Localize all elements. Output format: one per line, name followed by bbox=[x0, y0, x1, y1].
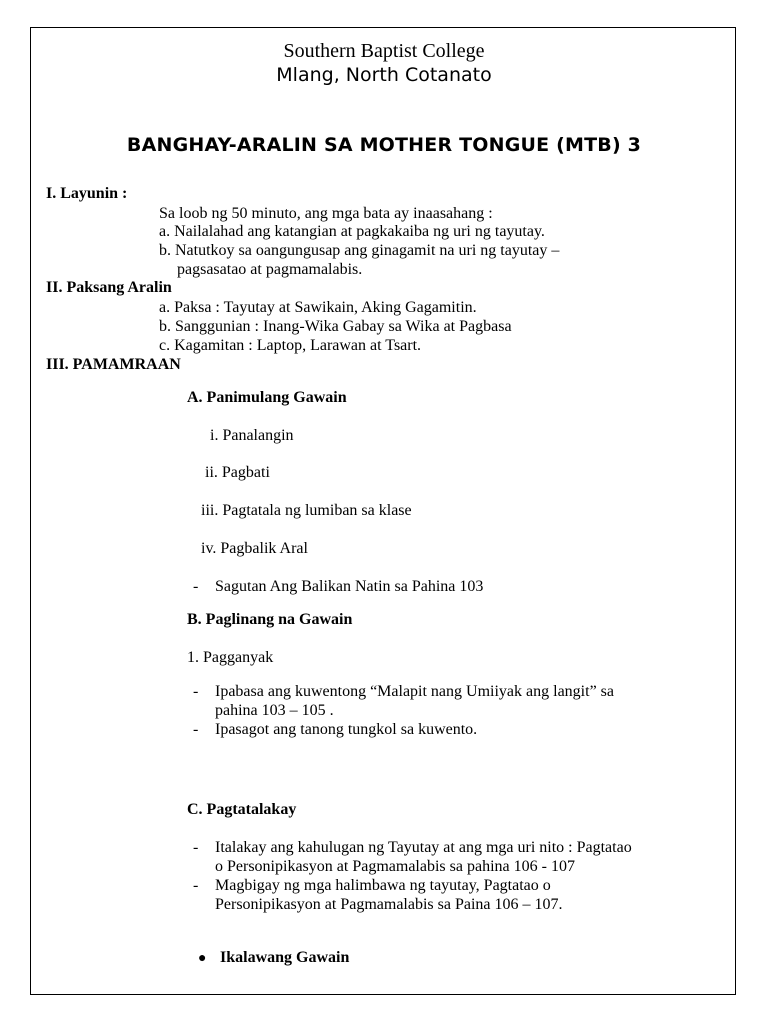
pagtatalakay-task-1: Italakay ang kahulugan ng Tayutay at ang mga uri nito : Pagtatao bbox=[215, 839, 632, 856]
layunin-item-b-continued: pagsasatao at pagmamalabis. bbox=[177, 261, 363, 278]
activity-item-ii: ii. Pagbati bbox=[205, 464, 270, 481]
ikalawang-gawain-heading: Ikalawang Gawain bbox=[220, 949, 350, 966]
paglinang-task-1: Ipabasa ang kuwentong “Malapit nang Umiiyak ang langit” sa bbox=[215, 683, 614, 700]
pagtatalakay-task-1-continued: o Personipikasyon at Pagmamalabis sa pahina 106 - 107 bbox=[215, 858, 575, 875]
section-heading-paksang-aralin: II. Paksang Aralin bbox=[46, 279, 172, 296]
paksa-item-b: b. Sanggunian : Inang-Wika Gabay sa Wika at Pagbasa bbox=[159, 318, 512, 335]
dash-marker: - bbox=[193, 578, 199, 595]
dash-marker: - bbox=[193, 721, 199, 738]
subsection-heading-c: C. Pagtatalakay bbox=[187, 801, 297, 818]
activity-item-iii: iii. Pagtatala ng lumiban sa klase bbox=[201, 502, 412, 519]
paksa-item-c: c. Kagamitan : Laptop, Larawan at Tsart. bbox=[159, 337, 422, 354]
layunin-item-a: a. Nailalahad ang katangian at pagkakaiba ng uri ng tayutay. bbox=[159, 223, 545, 240]
activity-item-iv: iv. Pagbalik Aral bbox=[201, 540, 308, 557]
school-location: Mlang, North Cotanato bbox=[276, 64, 492, 86]
paksa-item-a: a. Paksa : Tayutay at Sawikain, Aking Gagamitin. bbox=[159, 299, 477, 316]
dash-marker: - bbox=[193, 683, 199, 700]
layunin-item-b: b. Natutkoy sa oangungusap ang ginagamit na uri ng tayutay – bbox=[159, 242, 560, 259]
paglinang-task-1-continued: pahina 103 – 105 . bbox=[215, 702, 334, 719]
panimula-task: Sagutan Ang Balikan Natin sa Pahina 103 bbox=[215, 578, 484, 595]
bullet-icon: ● bbox=[198, 951, 207, 966]
subsection-heading-a: A. Panimulang Gawain bbox=[187, 389, 347, 406]
section-heading-layunin: I. Layunin : bbox=[46, 185, 128, 202]
subsection-heading-b: B. Paglinang na Gawain bbox=[187, 611, 353, 628]
pagtatalakay-task-2: Magbigay ng mga halimbawa ng tayutay, Pagtatao o bbox=[215, 877, 551, 894]
pagganyak-item: 1. Pagganyak bbox=[187, 649, 274, 666]
pagtatalakay-task-2-continued: Personipikasyon at Pagmamalabis sa Paina 106 – 107. bbox=[215, 896, 563, 913]
school-name: Southern Baptist College bbox=[283, 40, 485, 62]
section-heading-pamamaraan: III. PAMAMRAAN bbox=[46, 356, 181, 373]
layunin-intro: Sa loob ng 50 minuto, ang mga bata ay inaasahang : bbox=[159, 205, 493, 222]
document-title: BANGHAY-ARALIN SA MOTHER TONGUE (MTB) 3 bbox=[126, 134, 642, 156]
dash-marker: - bbox=[193, 839, 199, 856]
dash-marker: - bbox=[193, 877, 199, 894]
paglinang-task-2: Ipasagot ang tanong tungkol sa kuwento. bbox=[215, 721, 478, 738]
activity-item-i: i. Panalangin bbox=[210, 427, 294, 444]
